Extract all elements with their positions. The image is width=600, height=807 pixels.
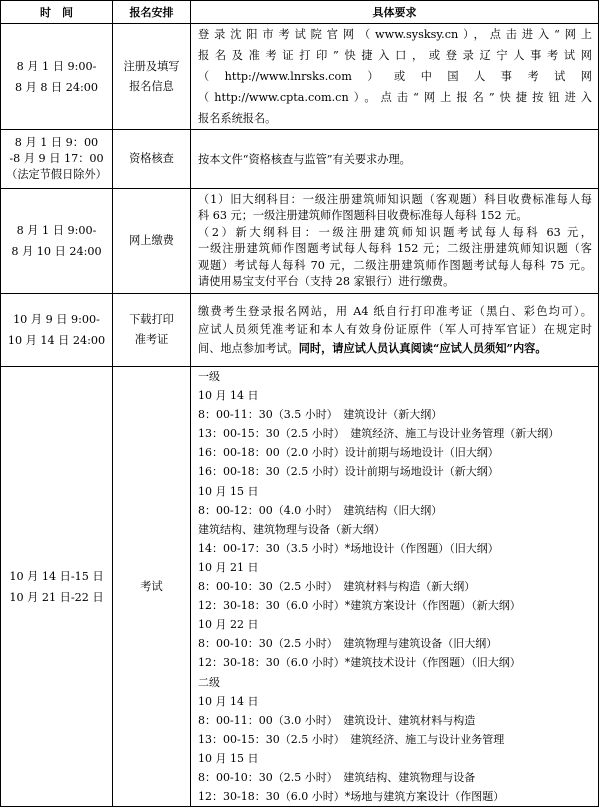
requirement-line: 登录沈阳市考试院官网（www.sysksy.cn），点击进入“网上 — [198, 28, 592, 41]
time-line: 10 月 14 日-15 日 — [9, 569, 104, 583]
time-cell — [1, 367, 113, 807]
time-line: 8 月 1 日 9:00- — [16, 59, 97, 73]
exam-schedule-line: 12：30-18：30（6.0 小时）*建筑方案设计（作图题）（新大纲） — [198, 599, 521, 613]
exam-schedule-line: 8：00-11：30（3.5 小时） 建筑设计（新大纲） — [198, 408, 443, 422]
table-row — [1, 24, 599, 130]
time-line: 8 月 8 日 24:00 — [14, 80, 99, 94]
time-line: 8 月 1 日 9：00 — [14, 136, 99, 149]
arrangement-line: 准考证 — [134, 333, 169, 346]
requirement-line: 报名系统报名。 — [198, 112, 277, 125]
exam-schedule-line: 二级 — [198, 675, 220, 689]
requirement-line: （http://www.cpta.com.cn）。点击“网上报名”快捷按钮进入 — [198, 91, 592, 104]
exam-schedule-line: 10 月 21 日 — [198, 560, 259, 574]
exam-schedule-line: 建筑结构、建筑物理与设备（新大纲） — [198, 522, 385, 536]
header-row — [1, 1, 599, 24]
requirement-line: （1）旧大纲科目：一级注册建筑师知识题（客观题）科目收费标准每人每 — [198, 192, 592, 206]
exam-schedule-line: 10 月 14 日 — [198, 694, 259, 708]
time-line: 10 月 21 日-22 日 — [9, 590, 104, 604]
exam-schedule-line: 8：00-12：00（4.0 小时） 建筑结构（旧大纲） — [198, 503, 443, 517]
arrangement-line: 注册及填写 — [123, 59, 180, 73]
exam-schedule-line: 14：00-17：30（3.5 小时）*场地设计（作图题）（旧大纲） — [198, 541, 499, 555]
exam-schedule-line: 10 月 15 日 — [198, 484, 259, 498]
table-row — [1, 294, 599, 367]
requirements-cell — [191, 189, 599, 294]
exam-schedule-line: 8：00-10：30（2.5 小时） 建筑材料与构造（新大纲） — [198, 580, 476, 594]
exam-schedule-line: 8：00-10：30（2.5 小时） 建筑物理与建筑设备（旧大纲） — [198, 637, 498, 651]
requirements-cell — [191, 24, 599, 130]
requirement-line: 应试人员须凭准考证和本人有效身份证原件（军人可持军官证）在规定时 — [198, 322, 592, 336]
arrangement-line: 考试 — [140, 579, 163, 593]
table-row — [1, 130, 599, 189]
header-time: 时 间 — [1, 1, 113, 24]
exam-schedule-line: 12：30-18：30（6.0 小时）*建筑技术设计（作图题）（旧大纲） — [198, 656, 521, 670]
time-line: -8 月 9 日 17：00 — [9, 152, 104, 165]
exam-schedule-line: 16：00-18：30（2.5 小时）设计前期与场地设计（新大纲） — [198, 465, 499, 479]
exam-schedule-line: 8：00-10：30（2.5 小时） 建筑结构、建筑物理与设备 — [198, 770, 476, 784]
requirement-text: 间、地点参加考试。 — [198, 341, 299, 355]
arrangement-line: 网上缴费 — [129, 234, 174, 247]
time-line: 8 月 10 日 24:00 — [11, 245, 102, 258]
table-row — [1, 189, 599, 294]
time-line: 8 月 1 日 9:00- — [16, 224, 97, 237]
requirement-line: 观题）考试每人每科 70 元，二级注册建筑师作图题考试每人每科 75 元。 — [198, 258, 592, 272]
time-cell — [1, 24, 113, 130]
time-cell — [1, 130, 113, 189]
arrangement-line: 下载打印 — [129, 313, 174, 326]
requirement-line: 请使用易宝支付平台（支持 28 家银行）进行缴费。 — [198, 275, 455, 288]
time-line: 10 月 9 日 9:00- — [13, 313, 100, 326]
arrangement-cell — [113, 294, 191, 367]
table-row — [1, 367, 599, 807]
header-requirements: 具体要求 — [191, 1, 599, 24]
exam-schedule-line: 13：00-15：30（2.5 小时） 建筑经济、施工与设计业务管理（新大纲） — [198, 427, 560, 441]
arrangement-cell — [113, 189, 191, 294]
exam-schedule-line: 一级 — [198, 370, 220, 383]
requirements-cell — [191, 294, 599, 367]
requirement-line: 按本文件“资格核查与监管”有关要求办理。 — [198, 152, 411, 166]
time-cell — [1, 294, 113, 367]
requirements-cell — [191, 130, 599, 189]
arrangement-line: 报名信息 — [129, 79, 174, 93]
time-line: （法定节假日除外） — [6, 168, 107, 181]
exam-schedule-line: 12：30-18：30（6.0 小时）*场地与建筑方案设计（作图题） — [198, 790, 505, 804]
exam-schedule-line: 10 月 15 日 — [198, 751, 259, 765]
arrangement-cell — [113, 24, 191, 130]
arrangement-line: 资格核查 — [129, 152, 174, 165]
exam-schedule-line: 13：00-15：30（2.5 小时） 建筑经济、施工与设计业务管理 — [198, 732, 505, 746]
requirement-line — [198, 339, 592, 358]
requirement-bold-notice: 同时，请应试人员认真阅读“应试人员须知”内容。 — [298, 340, 547, 355]
arrangement-cell — [113, 130, 191, 189]
requirements-cell — [191, 367, 599, 807]
requirement-line: 报名及准考证打印”快捷入口，或登录辽宁人事考试网 — [198, 49, 592, 62]
header-arrangement: 报名安排 — [113, 1, 191, 24]
requirement-line: （2）新大纲科目：一级注册建筑师知识题考试每人每科 63 元， — [198, 225, 592, 239]
requirement-line: （http://www.lnrsks.com）或中国人事考试网 — [198, 70, 592, 83]
requirement-line: 一级注册建筑师作图题考试每人每科 152 元；二级注册建筑师知识题（客 — [198, 242, 592, 255]
exam-schedule-line: 10 月 22 日 — [198, 618, 259, 632]
arrangement-cell — [113, 367, 191, 807]
time-line: 10 月 14 日 24:00 — [7, 334, 106, 347]
exam-schedule-line: 10 月 14 日 — [198, 389, 259, 403]
time-cell — [1, 189, 113, 294]
exam-schedule-line: 16：00-18：00（2.0 小时）设计前期与场地设计（旧大纲） — [198, 446, 499, 460]
exam-schedule-line: 8：00-11：00（3.0 小时） 建筑设计、建筑材料与构造 — [198, 713, 476, 727]
requirement-line: 科 63 元；一级注册建筑师作图题科目收费标准每人每科 152 元。 — [198, 209, 528, 222]
requirement-line: 缴费考生登录报名网站，用 A4 纸自行打印准考证（黑白、彩色均可）。 — [198, 304, 592, 318]
